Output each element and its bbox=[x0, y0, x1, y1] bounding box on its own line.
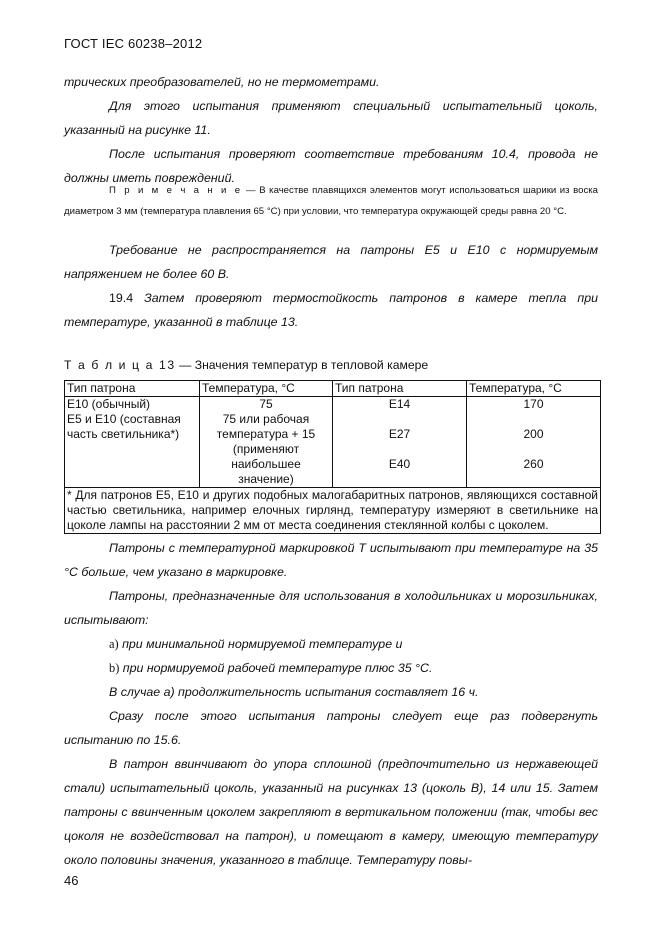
table-header-cell: Температура, °С bbox=[200, 381, 333, 397]
cell-text: Е40 bbox=[388, 457, 411, 471]
list-item bbox=[64, 632, 598, 656]
temperature-table bbox=[64, 380, 601, 534]
cell-text: 75 bbox=[259, 397, 273, 411]
paragraph: Требование не распространяется на патроны Е5 и Е10 с нормируемым напряжением не более 60 В. bbox=[64, 243, 598, 281]
table-header-cell: Тип патрона bbox=[333, 381, 467, 397]
list-marker: b) bbox=[109, 661, 120, 675]
cell-text: Е10 (обычный) bbox=[67, 397, 151, 411]
note-paragraph bbox=[64, 180, 598, 222]
clause-number: 19.4 bbox=[109, 291, 134, 305]
note-label: П р и м е ч а н и е bbox=[109, 185, 243, 196]
document-header: ГОСТ IEC 60238–2012 bbox=[64, 36, 203, 51]
cell-text: Е14 bbox=[388, 397, 411, 411]
paragraph: Патроны, предназначенные для использования в холодильниках и морозильниках, испытывают: bbox=[64, 589, 598, 627]
text-block-mid bbox=[64, 238, 598, 286]
table-footnote-row bbox=[65, 488, 601, 534]
list-marker: а) bbox=[109, 637, 119, 651]
clause-19-4 bbox=[64, 286, 598, 334]
cell-text: Е27 bbox=[388, 427, 411, 441]
list-item bbox=[64, 656, 598, 680]
table-caption-label: Т а б л и ц а 13 bbox=[64, 358, 176, 372]
paragraph: В патрон ввинчивают до упора сплошной (предпочтительно из нержавеющей стали) испытательный цоколь, указанный на рисунках 13 (цоколь В), 14 или 15. Затем патроны с ввинченным цоколем закрепляют в вертикальном положении (так, чтобы вес цоколя не воздействовал на патрон), и помещают в камеру, имеющую температуру около половины значения, указанного в таблице. Температуру повы- bbox=[64, 757, 598, 867]
clause-text: Затем проверяют термостойкость патронов в камере тепла при температуре, указанной в таблице 13. bbox=[64, 291, 598, 329]
paragraph: Патроны с температурной маркировкой Т испытывают при температуре на 35 °С больше, чем указано в маркировке. bbox=[64, 541, 598, 579]
text-block-top bbox=[64, 70, 598, 190]
table-cell bbox=[200, 397, 333, 488]
clause-paragraph bbox=[64, 286, 598, 334]
cell-text: 260 bbox=[523, 457, 544, 471]
note-block bbox=[64, 180, 598, 222]
table-cell bbox=[333, 397, 467, 488]
table-row bbox=[65, 397, 601, 488]
paragraph: трических преобразователей, но не термометрами. bbox=[64, 75, 380, 89]
paragraph: Сразу после этого испытания патроны следует еще раз подвергнуть испытанию по 15.6. bbox=[64, 709, 598, 747]
text-block-bottom bbox=[64, 536, 598, 872]
table-cell bbox=[467, 397, 601, 488]
cell-text: 170 bbox=[523, 397, 544, 411]
list-text: при минимальной нормируемой температуре и bbox=[118, 637, 403, 651]
paragraph: В случае а) продолжительность испытания составляет 16 ч. bbox=[109, 685, 479, 699]
table-caption-text: — Значения температур в тепловой камере bbox=[175, 358, 429, 372]
table-header-cell: Температура, °С bbox=[467, 381, 601, 397]
cell-text: 75 или рабочая температура + 15 (применяют наибольшее значение) bbox=[216, 412, 316, 486]
cell-text: 200 bbox=[523, 427, 544, 441]
table-caption bbox=[64, 358, 428, 372]
list-text: при нормируемой рабочей температуре плюс 35 °С. bbox=[119, 661, 433, 675]
table-header-cell: Тип патрона bbox=[65, 381, 200, 397]
note-text: — В качестве плавящихся элементов могут использоваться шарики из воска диаметром 3 мм (температура плавления 65 °С) при условии, что температура окружающей среды равна 20 °С. bbox=[64, 185, 598, 217]
table-header-row bbox=[65, 381, 601, 397]
table-footnote: * Для патронов Е5, Е10 и других подобных малогабаритных патронов, являющихся составной частью светильника, например елочных гирлянд, температуру измеряют в светильнике на цоколе лампы на расстоянии 2 мм от места соединения стеклянной колбы с цоколем. bbox=[65, 488, 601, 534]
cell-text: Е5 и Е10 (составная часть светильника*) bbox=[67, 412, 181, 441]
page-number: 46 bbox=[64, 873, 79, 888]
paragraph: Для этого испытания применяют специальный испытательный цоколь, указанный на рисунке 11. bbox=[64, 99, 598, 137]
paragraph: После испытания проверяют соответствие требованиям 10.4, провода не должны иметь повреждений. bbox=[64, 147, 598, 185]
table-cell bbox=[65, 397, 200, 488]
